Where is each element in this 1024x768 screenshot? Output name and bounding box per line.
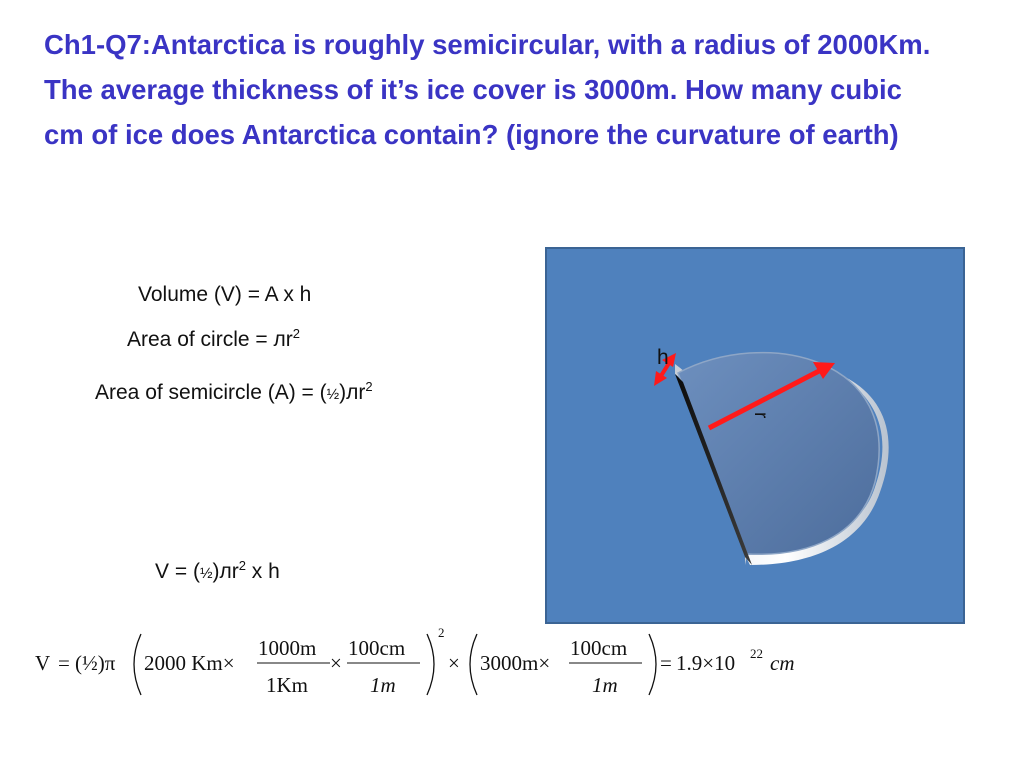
v-formula-half: ½ [199, 565, 213, 582]
semicircle-area-pre: Area of semicircle (A) = ( [95, 381, 327, 404]
fraction-2-denominator: 1m [370, 673, 396, 697]
calc-square: 2 [438, 625, 445, 640]
calc-result-exponent: 22 [750, 646, 763, 661]
fraction-3-numerator: 100cm [570, 636, 628, 660]
fraction-2-numerator: 100cm [348, 636, 406, 660]
v-formula [155, 558, 280, 584]
paren-close-1 [427, 634, 434, 695]
slide-title [44, 22, 1004, 157]
circle-area-formula [127, 326, 300, 352]
fraction-1-numerator: 1000m [258, 636, 317, 660]
calc-times-1: × [330, 651, 342, 675]
paren-open-2 [470, 634, 477, 695]
calc-equals-2: = [660, 651, 672, 675]
calc-radius: 2000 Km× [144, 651, 235, 675]
v-formula-post: x h [245, 560, 280, 583]
calc-equals-1: = [58, 651, 70, 675]
calc-coefficient: (½)π [75, 651, 116, 675]
semicircle-area-formula [95, 379, 373, 405]
title-line-2: The average thickness of it’s ice cover is 3000m. How many cubic [44, 74, 902, 105]
title-line-3: cm of ice does Antarctica contain? (ignore the curvature of earth) [44, 119, 899, 150]
calc-unit: cm [770, 651, 795, 675]
calc-times-2: × [448, 651, 460, 675]
semicircle-ice-diagram [545, 247, 965, 624]
v-formula-pre: V = ( [155, 560, 200, 583]
circle-area-text: Area of circle = лr [127, 328, 293, 351]
paren-open-1 [134, 634, 141, 695]
v-formula-exponent: 2 [238, 558, 246, 573]
calc-lhs: V [35, 651, 51, 675]
semicircle-area-exponent: 2 [365, 379, 373, 394]
title-line-1: Ch1-Q7:Antarctica is roughly semicircular, with a radius of 2000Km. [44, 29, 931, 60]
calculation-equation [30, 620, 830, 710]
thickness-label: h [657, 346, 669, 369]
paren-close-2 [649, 634, 656, 695]
v-formula-mid: )лr [212, 560, 239, 583]
volume-formula: Volume (V) = A x h [138, 283, 312, 306]
radius-label: r [750, 412, 771, 419]
circle-area-exponent: 2 [292, 326, 300, 341]
calc-thickness: 3000m× [480, 651, 551, 675]
fraction-3-denominator: 1m [592, 673, 618, 697]
calc-result: 1.9×10 [676, 651, 736, 675]
semicircle-area-post: )лr [339, 381, 366, 404]
fraction-1-denominator: 1Km [266, 673, 308, 697]
semicircle-half: ½ [326, 386, 340, 403]
